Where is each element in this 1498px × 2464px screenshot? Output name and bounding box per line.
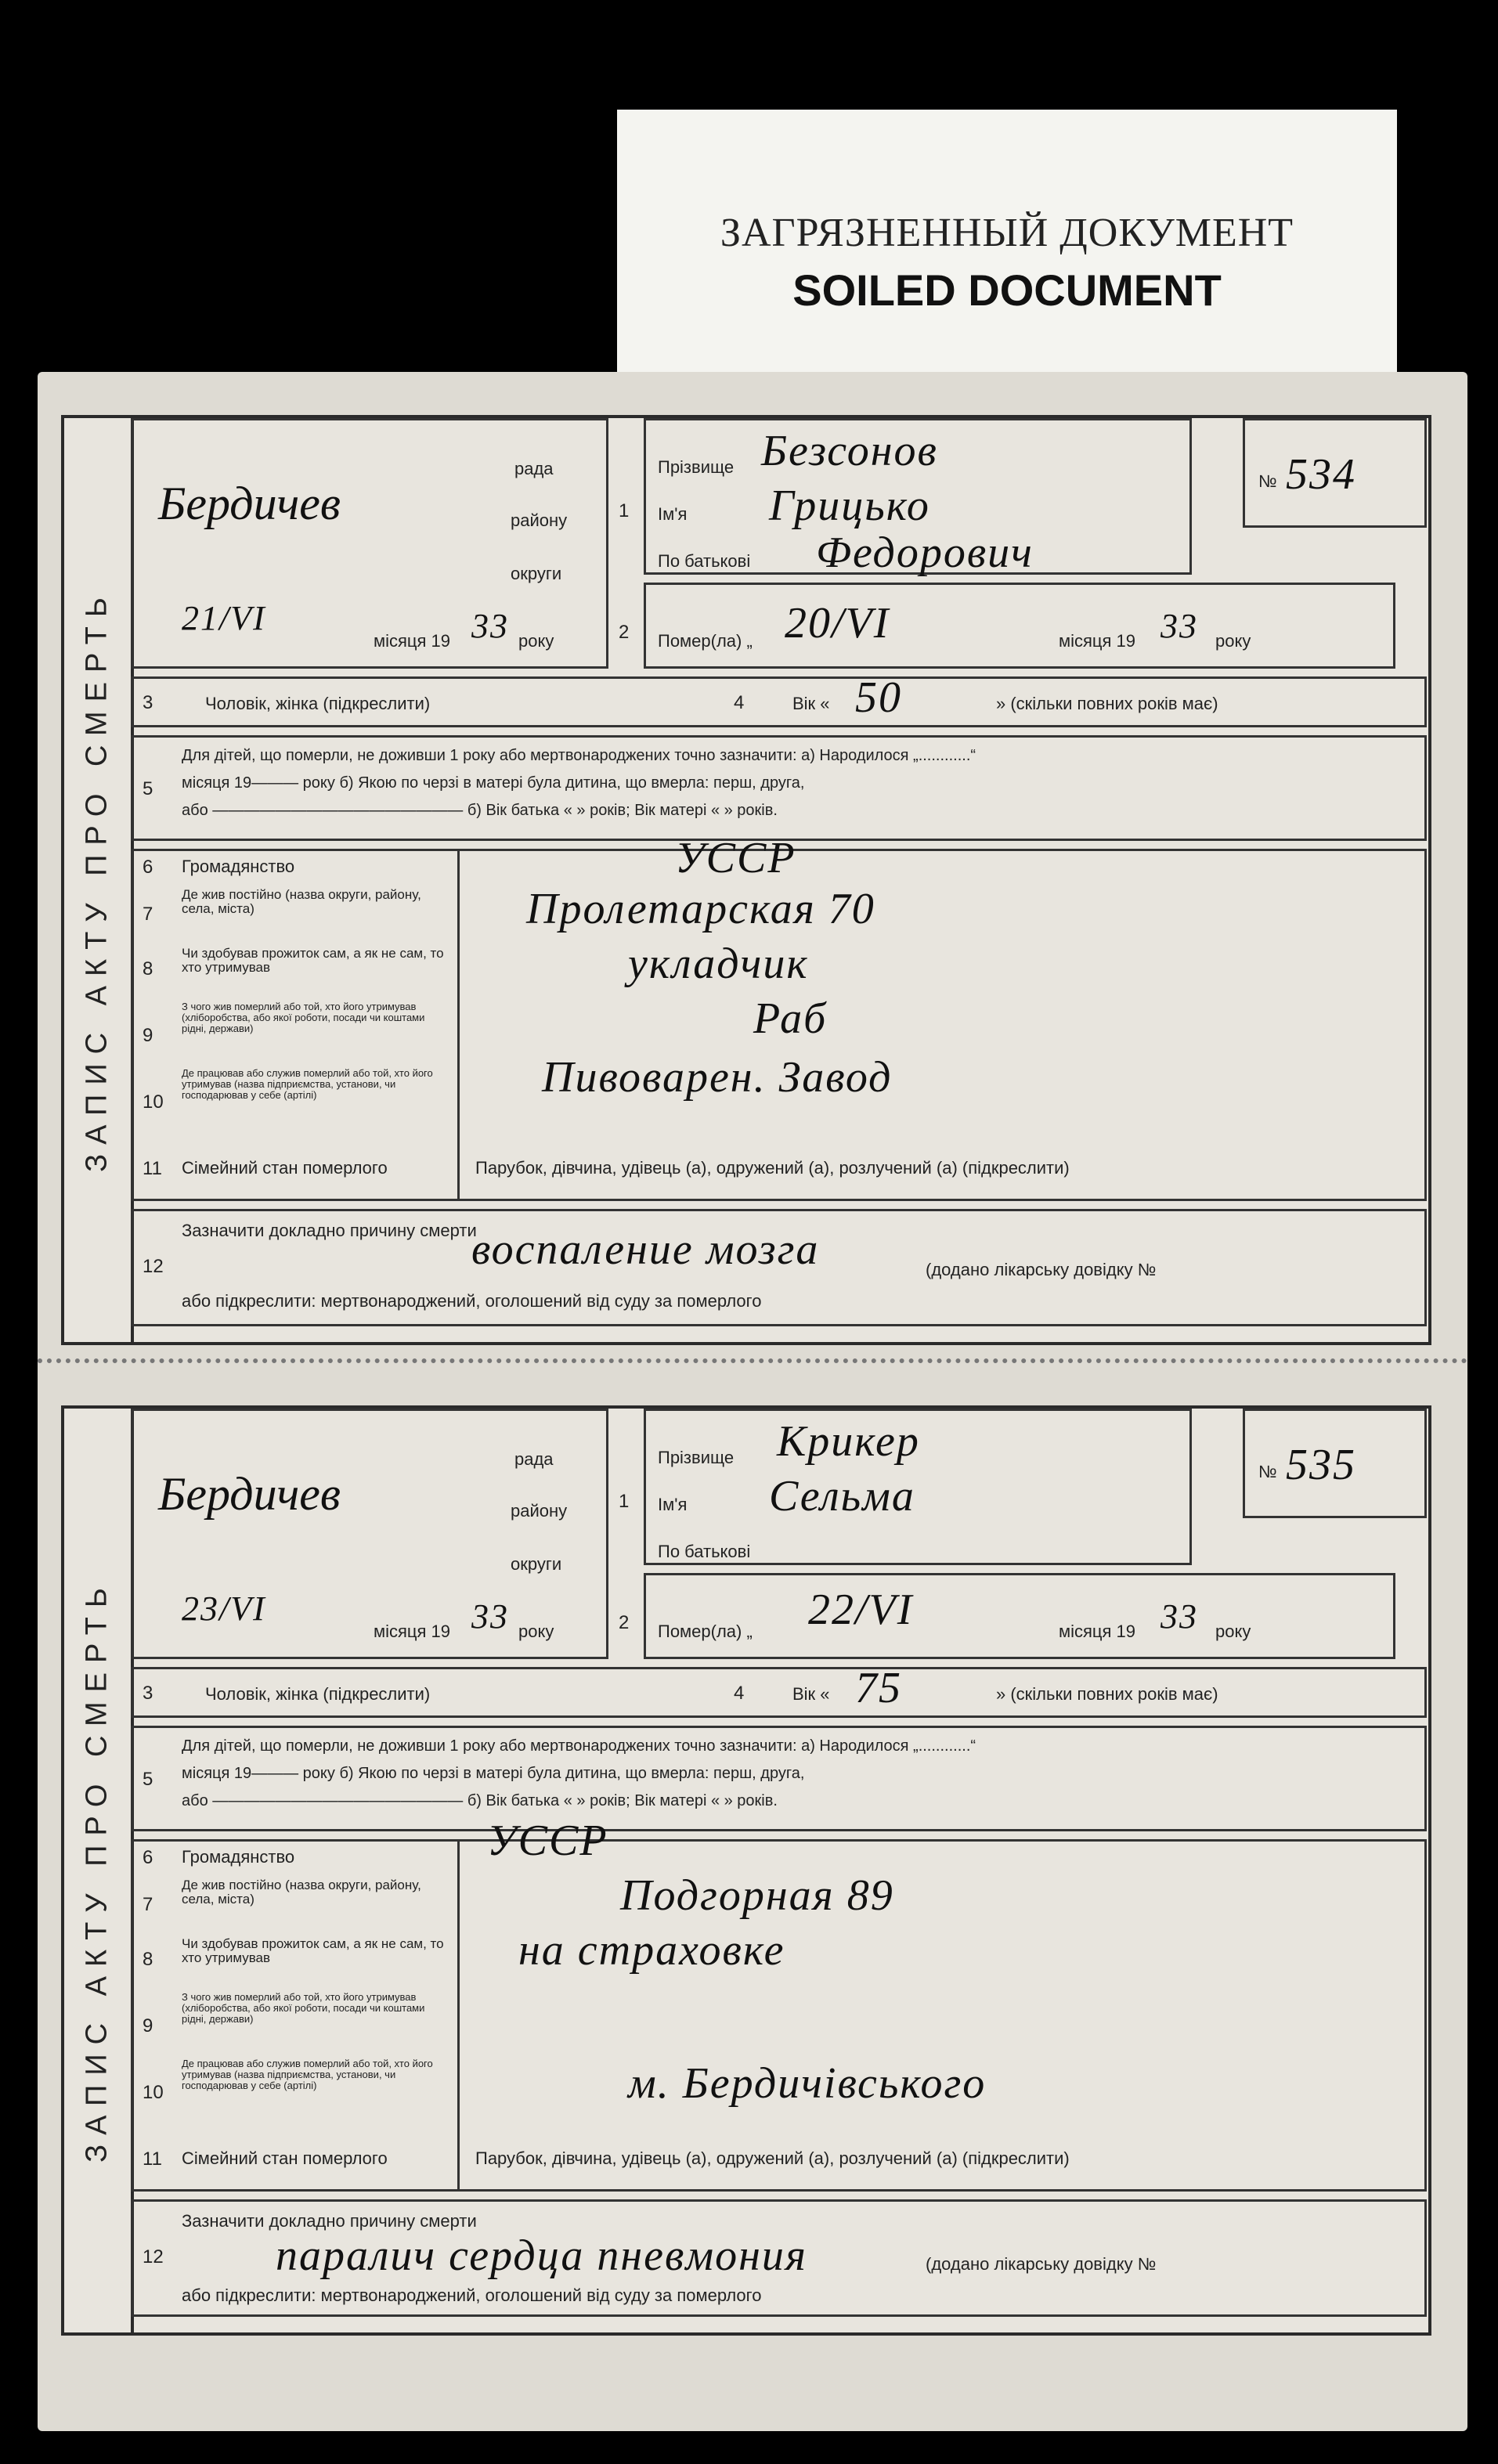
row-number-1: 1 [619,500,630,521]
row-number-12: 12 [143,2246,164,2267]
label-simeinyi: Сімейний стан померлого [182,2148,388,2168]
registration-date: 21/VI [182,599,266,637]
registration-date: 23/VI [182,1589,266,1628]
age: 75 [855,1664,902,1712]
label-po-batkovi: По батькові [658,551,751,571]
label-imia: Ім'я [658,504,688,524]
side-title: ЗАПИС АКТУ ПРО СМЕРТЬ [80,1578,114,2163]
registration-year: 33 [471,607,509,645]
label-misiatsia19: місяця 19 [1059,631,1136,651]
notice-ru: ЗАГРЯЗНЕННЫЙ ДОКУМЕНТ [720,211,1294,255]
death-year: 33 [1160,607,1198,645]
label-rada: рада [514,1449,554,1469]
first-name: Сельма [769,1472,915,1521]
label-misiatsia: місяця 19 [374,631,451,651]
death-date: 22/VI [808,1586,914,1634]
label-imia: Ім'я [658,1495,688,1514]
label-children-3: або ———————————————— б) Вік батька « » років; Вік матері « » років. [182,1792,778,1809]
label-zdobuvav: Чи здобував прожиток сам, а як не сам, то хто утримував [182,1936,444,1965]
label-simeinyi: Сімейний стан померлого [182,1158,388,1178]
label-z-choho: З чого жив померлий або той, хто його утримував (хліборобства, або якої роботи, посади чи коштами рідні, держави) [182,1991,425,2025]
label-dodano: (додано лікарську довідку № [926,2254,1157,2274]
label-sex: Чоловік, жінка (підкреслити) [205,1684,431,1704]
livelihood: укладчик [628,940,809,988]
label-misiatsia: місяця 19 [374,1622,451,1641]
form-side-bar [64,418,134,1342]
cause-of-death: воспаление мозга [471,1225,820,1274]
first-name: Грицько [769,482,930,530]
row-number-6: 6 [143,1847,153,1868]
label-vik-tail: » (скільки повних років має) [996,694,1218,713]
citizenship: УССР [675,834,796,882]
perforation-line [38,1358,1467,1363]
registrar-name: Бердичев [158,478,341,529]
row-number-4: 4 [734,692,745,713]
row-number-8: 8 [143,1949,153,1970]
row-number-11: 11 [143,2148,162,2170]
form-side-bar [64,1409,134,2332]
surname: Безсонов [761,427,938,475]
row-number-10: 10 [143,1091,164,1113]
livelihood: на страховке [518,1926,785,1975]
row-number-5: 5 [143,1769,153,1790]
label-raionu: району [511,510,568,530]
label-rada: рада [514,459,554,478]
label-vik-tail: » (скільки повних років має) [996,1684,1218,1704]
label-pomer: Помер(ла) „ [658,631,753,651]
label-roku: року [518,1622,554,1641]
label-roku: року [518,631,554,651]
residence: Пролетарская 70 [526,885,875,933]
row-number-7: 7 [143,904,153,925]
death-date-block [644,1573,1395,1659]
label-sex: Чоловік, жінка (підкреслити) [205,694,431,713]
label-simeinyi-opts: Парубок, дівчина, удівець (а), одружений (а), розлучений (а) (підкреслити) [475,2148,1070,2168]
record-number: 535 [1286,1441,1356,1489]
surname: Крикер [777,1417,920,1466]
death-record-form-1 [61,415,1431,1345]
label-children-3: або ———————————————— б) Вік батька « » років; Вік матері « » років. [182,802,778,819]
label-prychyna: Зазначити докладно причину смерти [182,2211,477,2231]
label-pomer: Помер(ла) „ [658,1622,753,1641]
label-children-2: місяця 19——— року б) Якою по черзі в матері була дитина, що вмерла: перш, друга, [182,774,805,792]
label-vik: Вік « [792,1684,830,1704]
row-number-3: 3 [143,692,153,713]
label-abo: або підкреслити: мертвонароджений, оголошений від суду за померлого [182,1291,762,1311]
record-number: 534 [1286,450,1356,499]
label-okruhy: округи [511,1554,562,1574]
label-zdobuvav: Чи здобував прожиток сам, а як не сам, то хто утримував [182,946,444,975]
label-hromadianstvo: Громадянство [182,1847,295,1867]
death-year: 33 [1160,1597,1198,1636]
age: 50 [855,673,902,722]
label-hromadianstvo: Громадянство [182,857,295,876]
row-number-9: 9 [143,2015,153,2036]
death-record-form-2 [61,1405,1431,2336]
death-date-block [644,583,1395,669]
row-number-9: 9 [143,1025,153,1046]
side-title: ЗАПИС АКТУ ПРО СМЕРТЬ [80,588,114,1172]
workplace: Пивоварен. Завод [542,1053,893,1102]
row-number-3: 3 [143,1683,153,1704]
row-number-6: 6 [143,857,153,878]
row-number-11: 11 [143,1158,162,1179]
citizenship: УССР [487,1816,608,1865]
row-number-2: 2 [619,622,630,643]
label-de-zhyv: Де жив постійно (назва округи, району, села, міста) [182,1878,421,1907]
label-roku-2: року [1215,1622,1251,1641]
label-vik: Вік « [792,694,830,713]
label-po-batkovi: По батькові [658,1542,751,1561]
label-abo: або підкреслити: мертвонароджений, оголошений від суду за померлого [182,2285,762,2305]
label-prychyna: Зазначити докладно причину смерти [182,1221,477,1240]
label-no: № [1258,1462,1277,1481]
residence: Подгорная 89 [620,1871,894,1920]
label-roku-2: року [1215,631,1251,651]
notice-en: SOILED DOCUMENT [792,265,1222,315]
label-prizvyshche: Прізвище [658,457,735,477]
label-de-zhyv: Де жив постійно (назва округи, району, села, міста) [182,887,421,916]
label-no: № [1258,471,1277,491]
label-simeinyi-opts: Парубок, дівчина, удівець (а), одружений (а), розлучений (а) (підкреслити) [475,1158,1070,1178]
patronymic: Федорович [816,529,1034,577]
registration-year: 33 [471,1597,509,1636]
label-de-pratsiuvav: Де працював або служив померлий або той, хто його утримував (назва підприємства, установи, чи господарював у себе (артілі) [182,1067,433,1101]
label-z-choho: З чого жив померлий або той, хто його утримував (хліборобства, або якої роботи, посади чи коштами рідні, держави) [182,1001,425,1034]
label-prizvyshche: Прізвище [658,1448,735,1467]
label-okruhy: округи [511,564,562,583]
label-raionu: району [511,1501,568,1521]
label-children-1: Для дітей, що померли, не доживши 1 року або мертвонароджених точно зазначити: а) Народилося „............“ [182,1737,976,1755]
income: Раб [753,994,828,1043]
row-number-10: 10 [143,2082,164,2103]
label-dodano: (додано лікарську довідку № [926,1260,1157,1279]
row-number-8: 8 [143,958,153,979]
row-number-7: 7 [143,1894,153,1915]
workplace: м. Бердичівського [628,2059,987,2108]
death-date: 20/VI [785,599,890,648]
row-number-2: 2 [619,1612,630,1633]
row-number-1: 1 [619,1491,630,1512]
label-children-2: місяця 19——— року б) Якою по черзі в матері була дитина, що вмерла: перш, друга, [182,1765,805,1782]
label-misiatsia19: місяця 19 [1059,1622,1136,1641]
registrar-name: Бердичев [158,1468,341,1520]
cause-of-death: паралич сердца пневмония [276,2231,807,2280]
soiled-document-notice [617,110,1397,380]
row-number-5: 5 [143,778,153,799]
row-number-12: 12 [143,1256,164,1277]
row-number-4: 4 [734,1683,745,1704]
label-children-1: Для дітей, що померли, не доживши 1 року або мертвонароджених точно зазначити: а) Народилося „............“ [182,747,976,764]
label-de-pratsiuvav: Де працював або служив померлий або той, хто його утримував (назва підприємства, установи, чи господарював у себе (артілі) [182,2058,433,2091]
